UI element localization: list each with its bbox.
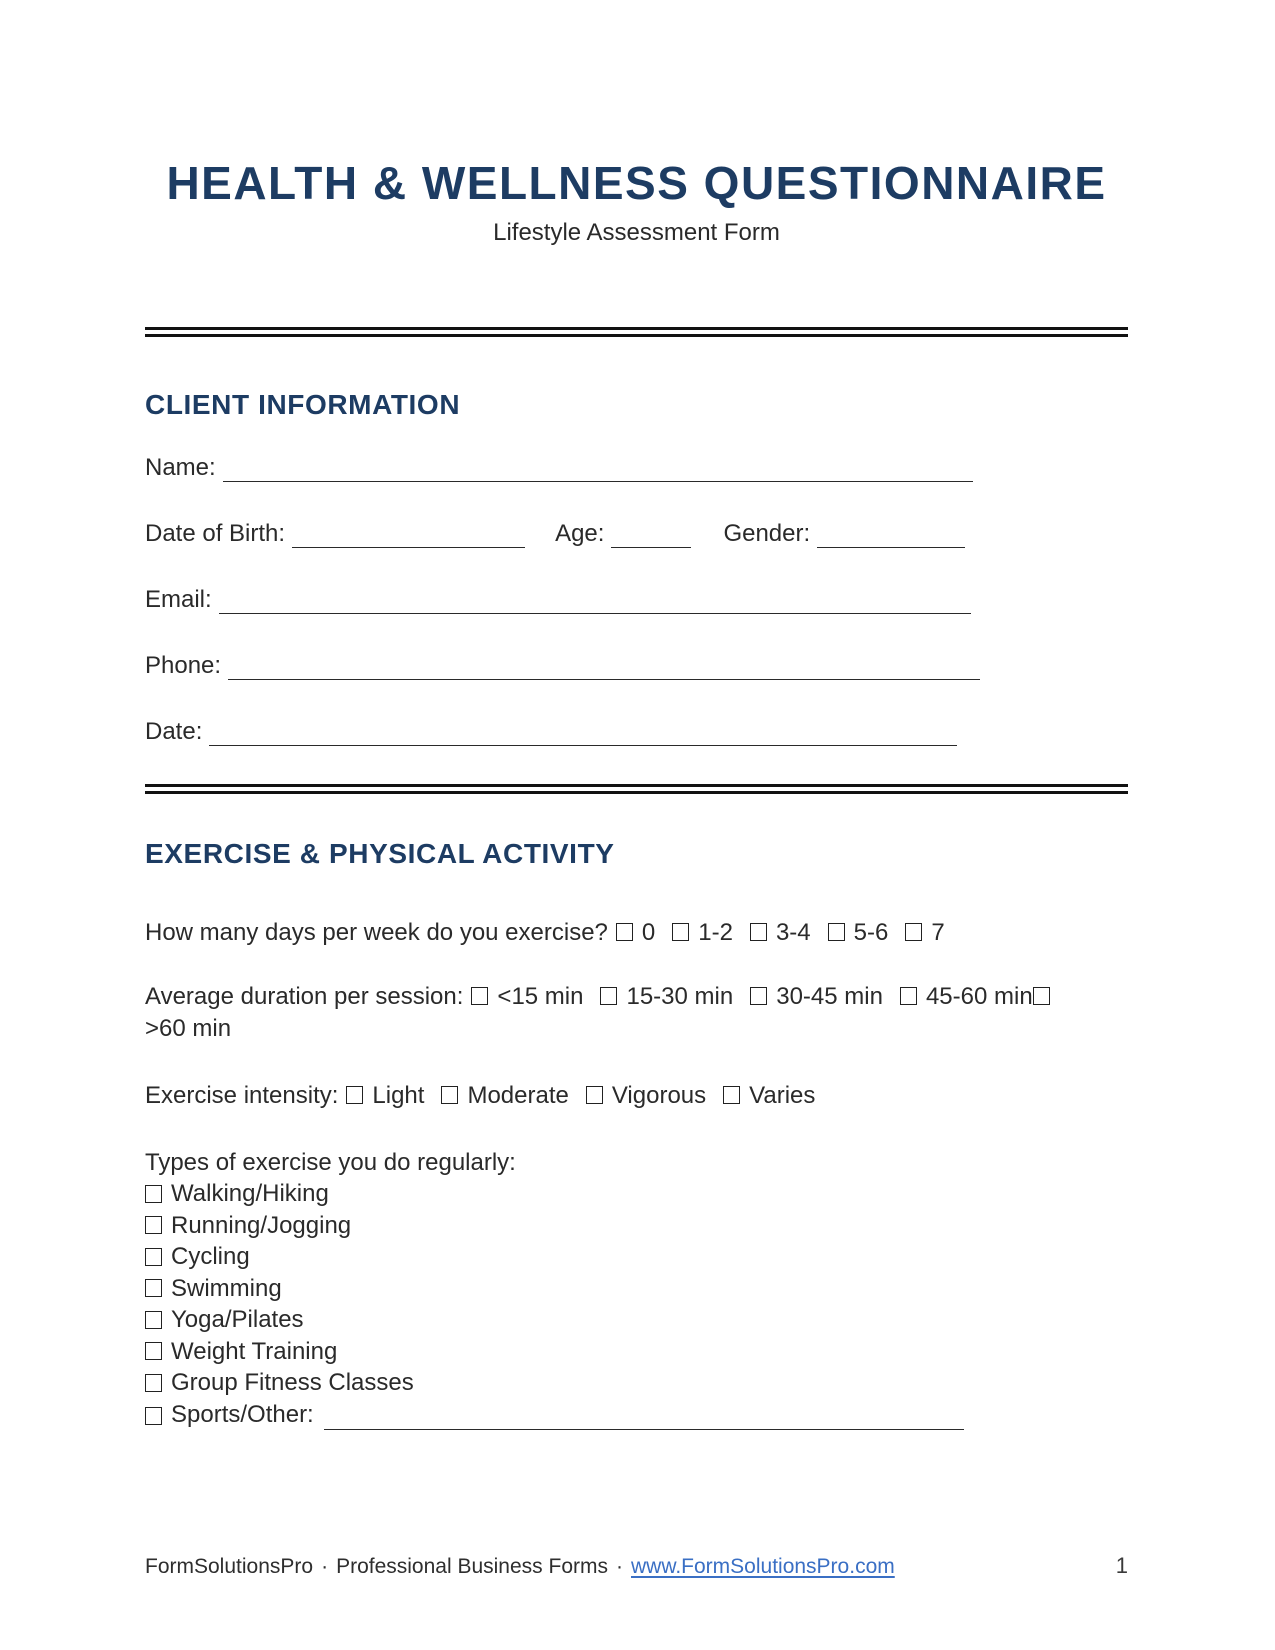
exercise-types-list: [145, 1178, 1128, 1399]
option-label: <15 min: [497, 982, 584, 1010]
checkbox-icon[interactable]: [1033, 987, 1050, 1005]
checkbox-icon[interactable]: [145, 1407, 162, 1425]
checkbox-list-item: [145, 1304, 1128, 1336]
date-blank-line[interactable]: [209, 719, 957, 746]
page-number: 1: [1115, 1553, 1128, 1578]
age-blank-line[interactable]: [611, 521, 691, 548]
intensity-options: [346, 1082, 815, 1109]
checkbox-list-item: [145, 1367, 1128, 1399]
exercise-type-label: Running/Jogging: [171, 1211, 352, 1239]
days-per-week-question: [145, 917, 1128, 948]
section-divider: [145, 327, 1128, 337]
checkbox-icon[interactable]: [600, 987, 617, 1005]
checkbox-icon[interactable]: [905, 923, 922, 941]
checkbox-icon[interactable]: [616, 923, 633, 941]
phone-blank-line[interactable]: [228, 653, 980, 680]
checkbox-icon[interactable]: [145, 1248, 162, 1266]
page-content: [145, 0, 1128, 1430]
checkbox-icon[interactable]: [900, 987, 917, 1005]
checkbox-icon[interactable]: [828, 923, 845, 941]
email-field-row: [145, 586, 1128, 614]
checkbox-option: [586, 1082, 706, 1109]
sports-other-label: Sports/Other:: [171, 1400, 314, 1428]
duration-options: [471, 983, 1032, 1010]
checkbox-list-item: [145, 1273, 1128, 1305]
checkbox-list-item: [145, 1241, 1128, 1273]
checkbox-icon[interactable]: [145, 1374, 162, 1392]
checkbox-icon[interactable]: [723, 1086, 740, 1104]
option-label: 7: [931, 918, 945, 946]
option-label: 3-4: [775, 918, 811, 946]
option-label: Light: [372, 1081, 425, 1109]
client-information-heading: CLIENT INFORMATION: [145, 389, 461, 421]
footer-separator: ·: [616, 1555, 623, 1578]
intensity-question: [145, 1080, 1128, 1111]
footer-separator: ·: [321, 1555, 329, 1578]
footer-tagline: Professional Business Forms: [336, 1555, 608, 1578]
checkbox-icon[interactable]: [750, 987, 767, 1005]
checkbox-option: [441, 1082, 568, 1109]
section-divider: [145, 784, 1128, 794]
exercise-type-label: Walking/Hiking: [171, 1180, 329, 1208]
checkbox-option: [750, 983, 883, 1010]
email-label: Email:: [145, 585, 212, 613]
option-label: Varies: [749, 1081, 816, 1109]
exercise-type-label: Weight Training: [171, 1337, 338, 1365]
gender-blank-line[interactable]: [817, 521, 965, 548]
option-label: 0: [641, 918, 656, 946]
checkbox-option: [900, 983, 1033, 1010]
footer-website-link[interactable]: www.FormSolutionsPro.com: [631, 1555, 895, 1578]
document-subtitle: Lifestyle Assessment Form: [493, 218, 780, 246]
email-blank-line[interactable]: [219, 587, 971, 614]
days-question-label: How many days per week do you exercise?: [145, 918, 608, 946]
checkbox-icon[interactable]: [586, 1086, 603, 1104]
sports-other-blank-line[interactable]: [324, 1403, 964, 1430]
checkbox-icon[interactable]: [346, 1086, 363, 1104]
name-blank-line[interactable]: [223, 455, 973, 482]
exercise-type-label: Swimming: [171, 1274, 282, 1302]
checkbox-list-item: [145, 1336, 1128, 1368]
checkbox-option: [723, 1082, 815, 1109]
sports-other-row: [145, 1399, 1128, 1431]
footer-left: [145, 1553, 895, 1581]
client-information-fields: [145, 454, 1128, 746]
intensity-question-label: Exercise intensity:: [145, 1081, 339, 1109]
option-label: Moderate: [467, 1081, 569, 1109]
checkbox-option: [346, 1082, 424, 1109]
checkbox-list-item: [145, 1210, 1128, 1242]
exercise-type-label: Group Fitness Classes: [171, 1369, 414, 1397]
types-question-label: Types of exercise you do regularly:: [145, 1148, 516, 1176]
date-label: Date:: [145, 717, 203, 745]
document-title: HEALTH & WELLNESS QUESTIONNAIRE: [166, 157, 1107, 209]
name-field-row: [145, 454, 1128, 482]
gender-label: Gender:: [723, 519, 811, 547]
days-options: [616, 919, 945, 946]
phone-field-row: [145, 652, 1128, 680]
checkbox-icon[interactable]: [145, 1311, 162, 1329]
checkbox-icon[interactable]: [750, 923, 767, 941]
checkbox-option: [600, 983, 733, 1010]
checkbox-option: [672, 919, 733, 946]
checkbox-list-item: [145, 1178, 1128, 1210]
exercise-types-question: [145, 1147, 1128, 1431]
duration-question-label: Average duration per session:: [145, 982, 464, 1010]
checkbox-icon[interactable]: [441, 1086, 458, 1104]
dob-blank-line[interactable]: [292, 521, 525, 548]
option-label: 30-45 min: [776, 982, 883, 1010]
checkbox-option: [828, 919, 889, 946]
dob-age-gender-row: [145, 520, 1128, 548]
duration-question: [145, 981, 1128, 1045]
checkbox-icon[interactable]: [672, 923, 689, 941]
date-field-row: [145, 718, 1128, 746]
option-label: 5-6: [853, 918, 889, 946]
exercise-type-label: Yoga/Pilates: [171, 1306, 304, 1334]
dob-label: Date of Birth:: [145, 519, 286, 547]
checkbox-icon[interactable]: [145, 1185, 162, 1203]
phone-label: Phone:: [145, 651, 222, 679]
footer-brand: FormSolutionsPro: [145, 1555, 314, 1578]
page-footer: [145, 1552, 1128, 1581]
option-label: 45-60 min: [925, 982, 1033, 1010]
checkbox-icon[interactable]: [471, 987, 488, 1005]
duration-wrapped-option-label: >60 min: [145, 1014, 232, 1042]
checkbox-icon[interactable]: [145, 1216, 162, 1234]
checkbox-option: [905, 919, 944, 946]
exercise-activity-heading: EXERCISE & PHYSICAL ACTIVITY: [145, 837, 615, 869]
checkbox-option: [471, 983, 583, 1010]
option-label: 15-30 min: [626, 982, 734, 1010]
age-label: Age:: [555, 519, 605, 547]
checkbox-icon[interactable]: [145, 1342, 162, 1360]
exercise-type-label: Cycling: [171, 1243, 250, 1271]
checkbox-option: [750, 919, 811, 946]
checkbox-icon[interactable]: [145, 1279, 162, 1297]
option-label: Vigorous: [611, 1081, 707, 1109]
name-label: Name:: [145, 453, 216, 481]
checkbox-option: [616, 919, 655, 946]
option-label: 1-2: [698, 918, 733, 946]
